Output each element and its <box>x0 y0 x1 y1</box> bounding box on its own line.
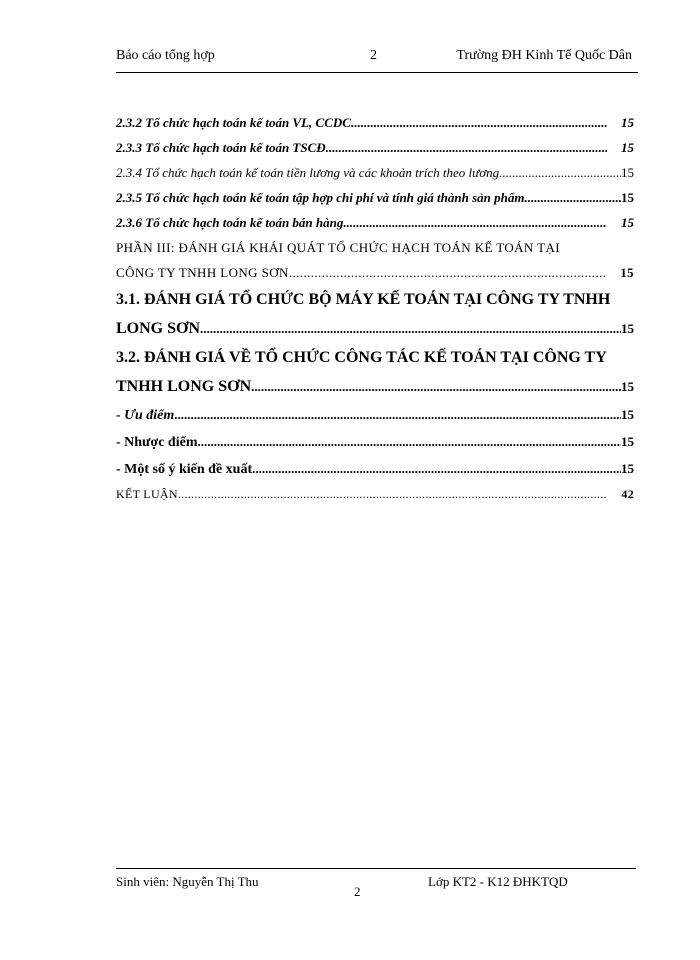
toc-entry-title: 2.3.4 Tổ chức hạch toán kế toán tiền lương và các khoản trích theo lương <box>116 165 500 180</box>
toc-entry-page: 15 <box>621 461 634 476</box>
toc-leader-dots <box>252 455 621 482</box>
toc-leader-dots <box>289 260 606 285</box>
header-rule <box>116 72 638 73</box>
toc-leader-dots <box>524 185 621 210</box>
toc-entry-title: KẾT LUẬN <box>116 487 178 501</box>
toc-entry-2-3-4[interactable] <box>116 160 634 185</box>
toc-entry-part-3-cont[interactable] <box>116 260 634 285</box>
toc-entry-page: 15 <box>621 434 634 449</box>
toc-entry-title-line1: 3.1. ĐÁNH GIÁ TỔ CHỨC BỘ MÁY KẾ TOÁN TẠI CÔNG TY TNHH <box>116 291 611 308</box>
toc-entry-page: 15 <box>620 265 634 280</box>
toc-entry-title: 2.3.3 Tổ chức hạch toán kế toán TSCĐ <box>116 140 326 155</box>
toc-leader-dots <box>200 314 621 343</box>
toc-entry-page: 42 <box>621 487 634 501</box>
toc-entry-title: 2.3.5 Tổ chức hạch toán kế toán tập hợp chi phí và tính giá thành sản phẩm <box>116 190 525 205</box>
footer-class: Lớp KT2 - K12 ĐHKTQD <box>428 874 568 889</box>
toc-entry-title-line1: PHẦN III: ĐÁNH GIÁ KHÁI QUÁT TỔ CHỨC HẠCH TOÁN KẾ TOÁN TẠI <box>116 240 560 255</box>
toc-entry-title-line1: 3.2. ĐÁNH GIÁ VỀ TỔ CHỨC CÔNG TÁC KẾ TOÁN TẠI CÔNG TY <box>116 349 607 366</box>
toc-entry-3-1[interactable] <box>116 285 634 314</box>
toc-entry-2-3-3[interactable] <box>116 135 634 160</box>
header-university: Trường ĐH Kinh Tế Quốc Dân <box>456 48 632 63</box>
toc-entry-uu-diem[interactable] <box>116 401 634 428</box>
toc-entry-title-line2: TNHH LONG SƠN <box>116 378 252 395</box>
toc-entry-y-kien[interactable] <box>116 455 634 482</box>
toc-entry-title-line2: CÔNG TY TNHH LONG SƠN <box>116 265 289 280</box>
toc-entry-title: - Một số ý kiến đề xuất <box>116 462 253 477</box>
toc-entry-page: 15 <box>621 407 634 422</box>
toc-leader-dots <box>174 401 621 428</box>
toc-leader-dots <box>343 210 607 235</box>
toc-entry-page: 15 <box>621 165 634 180</box>
footer-rule <box>116 868 636 869</box>
toc-entry-part-3[interactable] <box>116 235 634 260</box>
toc-entry-nhuoc-diem[interactable] <box>116 428 634 455</box>
toc-entry-page: 15 <box>621 115 634 130</box>
header-report-title: Báo cáo tổng hợp <box>116 48 215 63</box>
page-header <box>116 46 638 72</box>
header-page-number: 2 <box>370 48 377 63</box>
toc-leader-dots <box>197 428 621 455</box>
toc-entry-title: - Ưu điểm <box>116 408 175 423</box>
toc-entry-2-3-5[interactable] <box>116 185 634 210</box>
toc-entry-3-1-cont[interactable] <box>116 314 634 343</box>
toc-entry-3-2-cont[interactable] <box>116 372 634 401</box>
toc-entry-page: 15 <box>621 379 634 394</box>
toc-entry-title: - Nhược điểm <box>116 435 198 450</box>
toc-entry-ket-luan[interactable] <box>116 482 634 507</box>
toc-leader-dots <box>251 372 621 401</box>
toc-leader-dots <box>178 482 608 507</box>
table-of-contents <box>116 110 634 507</box>
toc-entry-2-3-6[interactable] <box>116 210 634 235</box>
toc-entry-page: 15 <box>621 215 634 230</box>
toc-entry-2-3-2[interactable] <box>116 110 634 135</box>
toc-entry-page: 15 <box>621 140 634 155</box>
toc-entry-page: 15 <box>621 190 634 205</box>
toc-entry-title: 2.3.6 Tổ chức hạch toán kế toán bán hàng <box>116 215 344 230</box>
footer-student-name: Sinh viên: Nguyễn Thị Thu <box>116 874 259 889</box>
toc-leader-dots <box>499 160 621 185</box>
toc-leader-dots <box>326 135 607 160</box>
footer-page-number: 2 <box>354 884 361 899</box>
toc-entry-page: 15 <box>621 321 634 336</box>
page-footer <box>116 874 636 902</box>
toc-leader-dots <box>351 110 607 135</box>
toc-entry-title: 2.3.2 Tổ chức hạch toán kế toán VL, CCDC <box>116 115 351 130</box>
toc-entry-title-line2: LONG SƠN <box>116 320 201 337</box>
toc-entry-3-2[interactable] <box>116 343 634 372</box>
